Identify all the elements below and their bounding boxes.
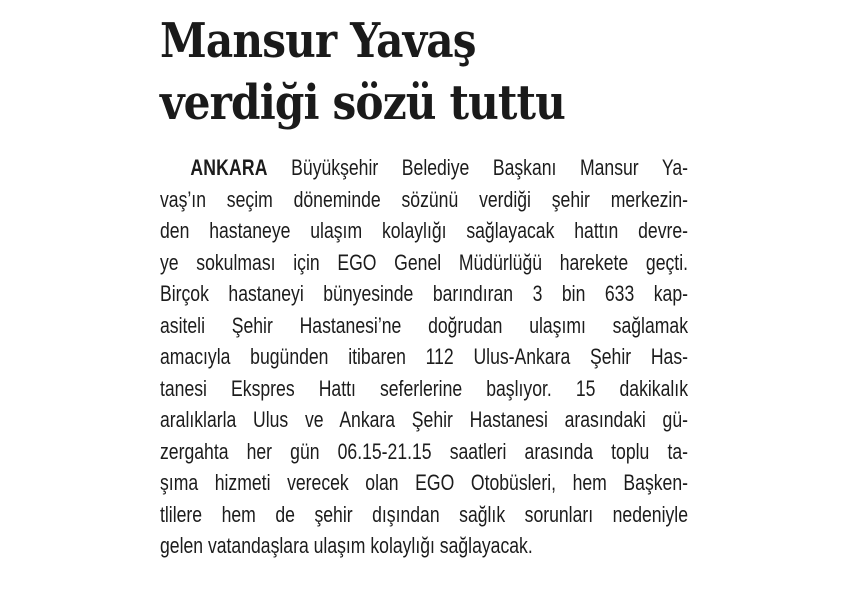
body-line: den hastaneye ulaşım kolaylığı sağlayacak hattın devre- (160, 218, 688, 243)
headline (160, 10, 653, 134)
news-article (160, 10, 720, 562)
body-line: Birçok hastaneyi bünyesinde barındıran 3 bin 633 kap- (160, 281, 688, 306)
headline-line-2: verdiği sözü tuttu (160, 75, 566, 131)
body-line: vaş’ın seçim döneminde sözünü verdiği şehir merkezin- (160, 186, 688, 212)
article-body (160, 152, 688, 562)
body-line: tlilere hem de şehir dışından sağlık sorunları nedeniyle (160, 501, 688, 527)
body-line: gelen vatandaşlara ulaşım kolaylığı sağlayacak. (160, 533, 533, 558)
headline-line-1: Mansur Yavaş (160, 13, 476, 69)
body-line: tanesi Ekspres Hattı seferlerine başlıyor. 15 dakikalık (160, 375, 688, 401)
body-line: asiteli Şehir Hastanesi’ne doğrudan ulaşımı sağlamak (160, 312, 688, 338)
body-line: amacıyla bugünden itibaren 112 Ulus-Ankara Şehir Has- (160, 344, 688, 369)
body-line: ye sokulması için EGO Genel Müdürlüğü harekete geçti. (160, 249, 688, 275)
dateline: ANKARA (190, 155, 268, 180)
body-line: zergahta her gün 06.15-21.15 saatleri arasında toplu ta- (160, 438, 688, 464)
body-line (160, 152, 688, 184)
body-line: şıma hizmeti verecek olan EGO Otobüsleri, hem Başken- (160, 470, 688, 495)
body-line: aralıklarla Ulus ve Ankara Şehir Hastanesi arasındaki gü- (160, 407, 688, 432)
body-line-text: Büyükşehir Belediye Başkanı Mansur Ya- (291, 155, 688, 180)
